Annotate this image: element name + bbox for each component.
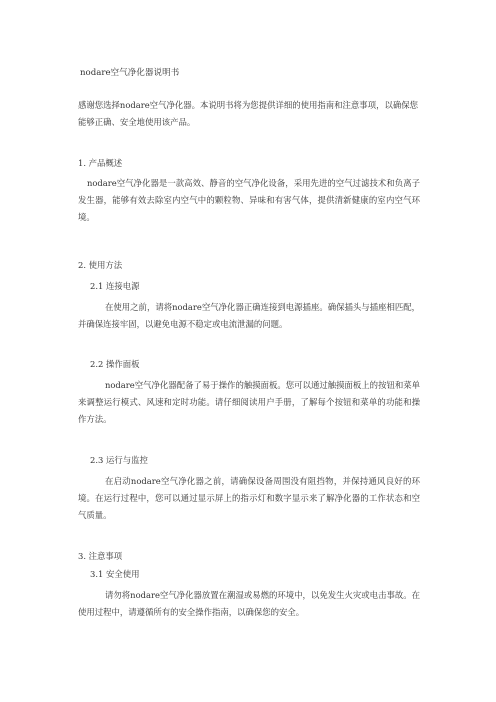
subsection-body-monitor: 在启动nodare空气净化器之前，请确保设备周围没有阻挡物，并保持通风良好的环境。在运行过程中，您可以通过显示屏上的指示灯和数字显示来了解净化器的工作状态和空气质量。 — [78, 476, 420, 520]
subsection-heading-monitor: 2.3 运行与监控 — [90, 455, 148, 465]
document-title: nodare空气净化器说明书 — [80, 68, 180, 78]
section-heading-usage: 2. 使用方法 — [78, 260, 123, 270]
subsection-body-power: 在使用之前，请将nodare空气净化器正确连接到电源插座。确保插头与插座相匹配，并确保连接牢固，以避免电源不稳定或电流泄漏的问题。 — [78, 302, 420, 329]
section-heading-overview: 1. 产品概述 — [78, 158, 123, 168]
intro-paragraph: 感谢您选择nodare空气净化器。本说明书将为您提供详细的使用指南和注意事项，以确保您能够正确、安全地使用该产品。 — [78, 100, 418, 127]
subsection-body-panel: nodare空气净化器配备了易于操作的触摸面板。您可以通过触摸面板上的按钮和菜单来调整运行模式、风速和定时功能。请仔细阅读用户手册，了解每个按钮和菜单的功能和操作方法。 — [78, 380, 420, 424]
subsection-heading-panel: 2.2 操作面板 — [90, 359, 140, 369]
section-body-overview: nodare空气净化器是一款高效、静音的空气净化设备，采用先进的空气过滤技术和负离子发生器，能够有效去除室内空气中的颗粒物、异味和有害气体，提供清新健康的室内空气环境。 — [78, 178, 420, 222]
subsection-heading-power: 2.1 连接电源 — [90, 281, 140, 291]
subsection-heading-safety: 3.1 安全使用 — [90, 569, 140, 579]
subsection-body-safety: 请勿将nodare空气净化器放置在潮湿或易燃的环境中，以免发生火灾或电击事故。在使用过程中，请遵循所有的安全操作指南，以确保您的安全。 — [78, 590, 420, 617]
section-heading-notes: 3. 注意事项 — [78, 551, 123, 561]
